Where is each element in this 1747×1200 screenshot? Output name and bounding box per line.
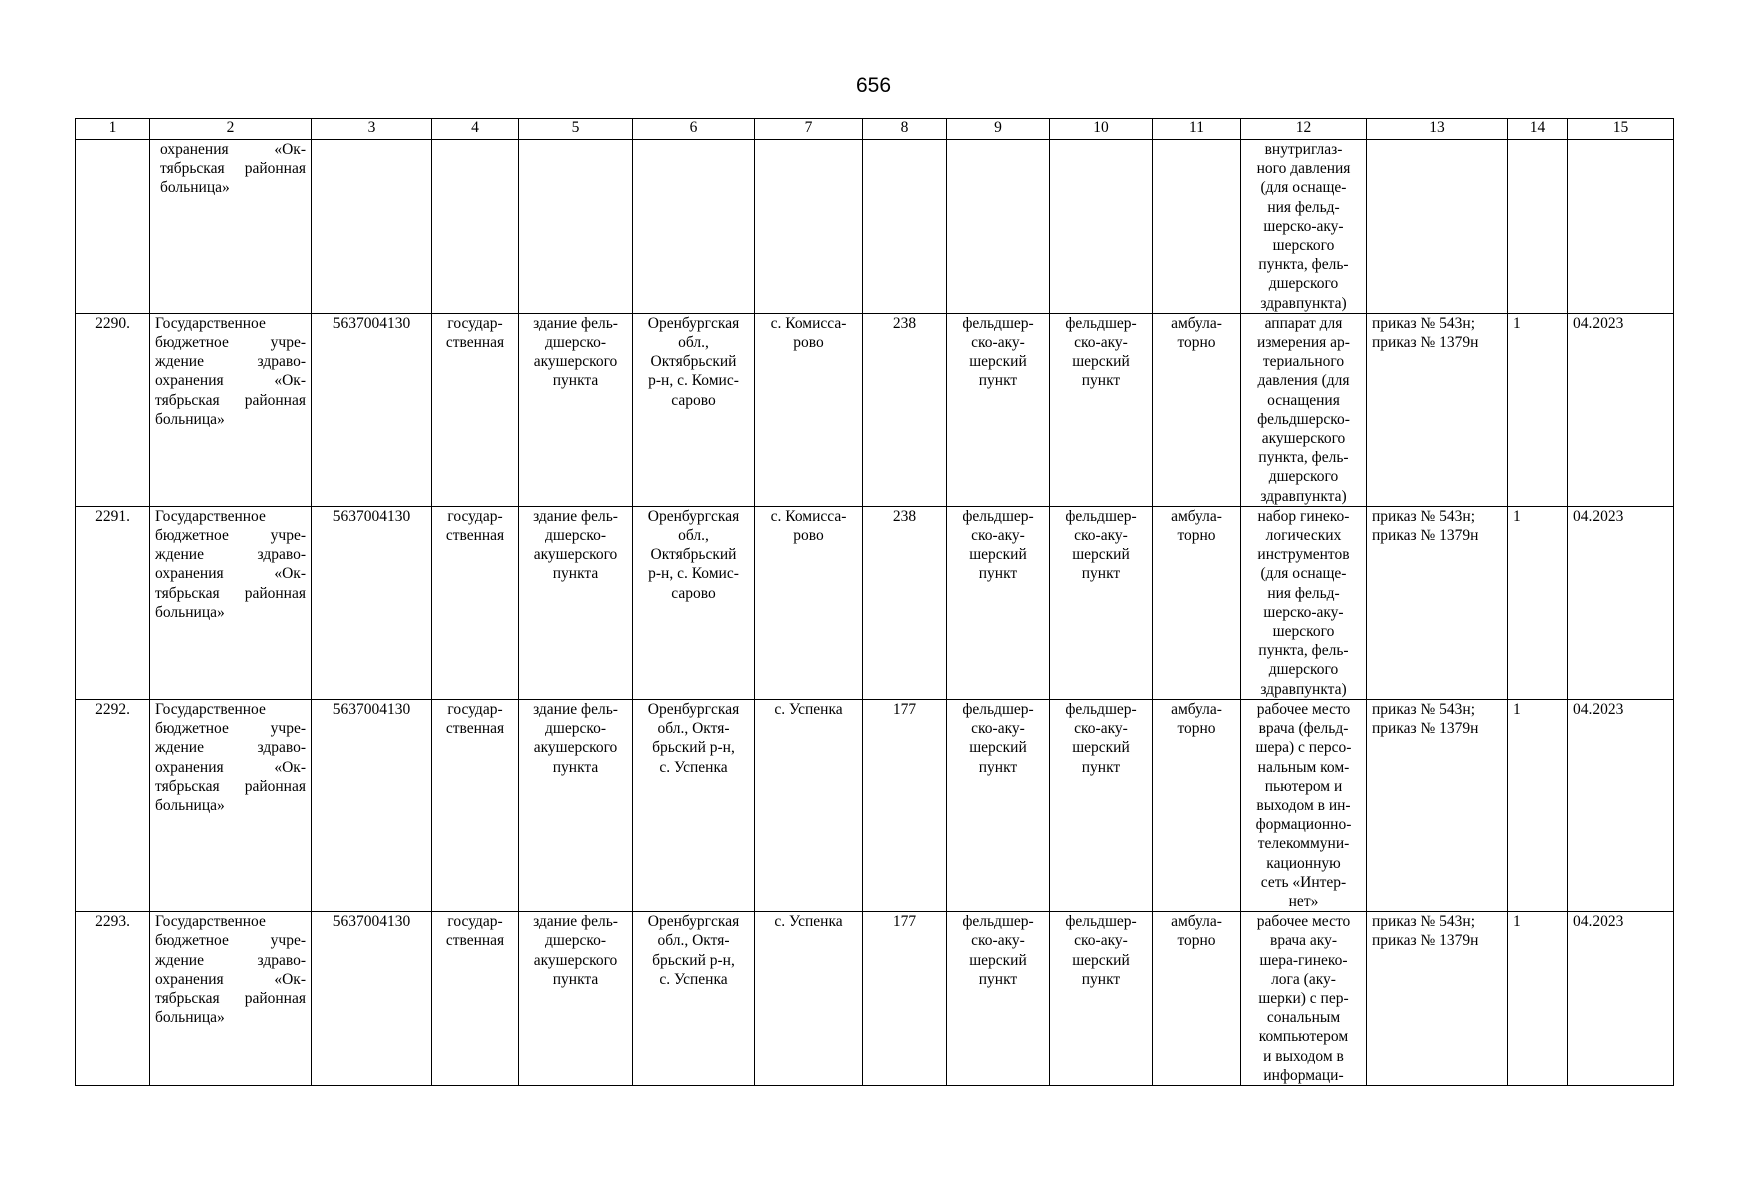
cell-line: акушерского [533,951,618,969]
cell-facility-type-alt [1050,506,1153,699]
cell-line: логических [1265,527,1342,545]
cell-line: тябрьская районная [155,989,306,1007]
cell-line: ско-аку- [971,720,1025,738]
column-header: 14 [1508,119,1568,140]
cell-line: и выходом в [1263,1047,1344,1065]
cell-line: с. Успенка [774,913,843,931]
cell-address [633,912,755,1086]
table-body [76,140,1674,1086]
cell-facility-type-alt [1050,699,1153,911]
cell-line: информаци- [1263,1066,1344,1084]
cell-building [519,699,633,911]
cell-line: Оренбургская [647,507,740,525]
cell-line: дшерского [1268,468,1339,486]
column-header: 9 [947,119,1050,140]
cell-line: ждение здраво- [155,546,306,564]
cell-number: 2291. [76,506,150,699]
column-header: 6 [633,119,755,140]
cell-line: ско-аку- [1074,720,1128,738]
header-row [76,119,1674,140]
cell-line: охранения «Ок- [155,372,306,390]
cell-settlement [755,506,863,699]
cell-line: шерско-аку- [1263,603,1344,621]
cell-line: амбула- [1171,507,1222,525]
cell-line: шерский [1072,951,1130,969]
cell-address [633,313,755,506]
cell-date: 04.2023 [1568,506,1674,699]
cell-line: шерского [1272,237,1335,255]
cell-line: дшерско- [545,527,606,545]
cell-building [519,506,633,699]
cell-line: торно [1177,932,1216,950]
cell-line: торно [1177,527,1216,545]
cell-equipment [1241,912,1367,1086]
cell-line: (для оснаще- [1260,565,1347,583]
cell-line: рово [793,334,824,352]
cell-date: 04.2023 [1568,699,1674,911]
cell-line: рабочее место [1256,913,1351,931]
cell-inn: 5637004130 [312,699,432,911]
cell-line: здание фель- [533,314,618,332]
cell-line: фельдшер- [1065,913,1137,931]
cell-line: обл., Октя- [657,720,730,738]
column-header: 15 [1568,119,1674,140]
cell-line: торно [1177,720,1216,738]
cell-line: р-н, с. Комис- [648,565,739,583]
cell-care-form [1153,313,1241,506]
cell-line: давления (для [1257,372,1350,390]
cell-care-form [1153,912,1241,1086]
cell-line: ственная [445,334,505,352]
cell-line: с. Успенка [659,970,728,988]
cell-line: шерки) с пер- [1258,989,1349,1007]
cell-facility-type-alt [1050,912,1153,1086]
cell-equipment [1241,140,1367,314]
cell-organization [150,506,312,699]
cell-line: приказ № 543н; [1372,700,1476,718]
cell-equipment [1241,313,1367,506]
cell-line: пункт [978,565,1018,583]
cell-inn: 5637004130 [312,313,432,506]
cell-line: шера-гинеко- [1259,951,1348,969]
cell-line: лога (аку- [1271,970,1336,988]
cell-line: фельдшер- [962,314,1034,332]
cell-line: врача (фельд- [1258,720,1349,738]
cell-line: врача аку- [1270,932,1337,950]
cell-population: 238 [863,313,947,506]
cell-inn: 5637004130 [312,912,432,1086]
cell-population: 177 [863,699,947,911]
cell-line: Государственное [155,507,266,525]
column-header: 11 [1153,119,1241,140]
cell-line: пункта, фель- [1258,256,1349,274]
cell-facility-type-alt [1050,313,1153,506]
cell-line: больница» [160,179,230,197]
cell-line: приказ № 1379н [1372,932,1479,950]
cell-inn [312,140,432,314]
cell-line: формационно- [1255,816,1352,834]
cell-line: приказ № 1379н [1372,720,1479,738]
cell-care-form [1153,506,1241,699]
cell-line: фельдшер- [1065,314,1137,332]
cell-inn: 5637004130 [312,506,432,699]
cell-line: р-н, с. Комис- [648,372,739,390]
cell-line: пункт [978,372,1018,390]
cell-line: пункт [1081,372,1121,390]
cell-line: фельдшер- [1065,700,1137,718]
cell-facility-type [947,313,1050,506]
cell-line: оснащения [1267,391,1340,409]
cell-settlement [755,140,863,314]
cell-quantity [1508,140,1568,314]
cell-quantity: 1 [1508,506,1568,699]
cell-building [519,912,633,1086]
cell-line: внутриглаз- [1264,141,1343,158]
cell-line: обл., Октя- [657,932,730,950]
cell-line: дшерско- [545,334,606,352]
cell-line: шерский [969,739,1027,757]
cell-line: пьютером и [1264,777,1343,795]
cell-line: с. Успенка [659,758,728,776]
table-row [76,506,1674,699]
cell-line: сарово [671,391,716,409]
cell-line: ско-аку- [971,334,1025,352]
cell-order [1367,313,1508,506]
cell-line: ния фельд- [1267,584,1340,602]
cell-line: инструментов [1257,546,1350,564]
cell-line: бюджетное учре- [155,334,306,352]
cell-facility-type [947,699,1050,911]
cell-line: акушерского [533,353,618,371]
column-header: 10 [1050,119,1153,140]
cell-line: фельдшер- [962,507,1034,525]
cell-line: фельдшерско- [1257,410,1350,428]
cell-line: выходом в ин- [1256,796,1351,814]
cell-line: ждение здраво- [155,353,306,371]
cell-line: приказ № 1379н [1372,527,1479,545]
cell-date [1568,140,1674,314]
cell-organization [150,912,312,1086]
cell-number: 2292. [76,699,150,911]
cell-line: государ- [447,314,503,332]
cell-line: ственная [445,527,505,545]
cell-line: пункта, фель- [1258,642,1349,660]
cell-line: государ- [447,507,503,525]
cell-line: Оренбургская [647,314,740,332]
cell-number: 2290. [76,313,150,506]
cell-line: дшерско- [545,720,606,738]
cell-date: 04.2023 [1568,313,1674,506]
cell-line: нет» [1288,892,1319,910]
cell-line: приказ № 543н; [1372,913,1476,931]
cell-address [633,140,755,314]
cell-line: шерский [1072,739,1130,757]
cell-line: амбула- [1171,314,1222,332]
cell-facility-type [947,140,1050,314]
cell-line: фельдшер- [962,700,1034,718]
cell-equipment [1241,699,1367,911]
cell-line: Государственное [155,700,266,718]
cell-line: пункта [552,758,599,776]
cell-order [1367,699,1508,911]
cell-ownership [432,506,519,699]
cell-line: рабочее место [1256,700,1351,718]
cell-line: пункт [978,758,1018,776]
cell-organization [150,699,312,911]
cell-line: пункта [552,565,599,583]
cell-line: Октябрьский [650,353,737,371]
cell-building [519,140,633,314]
table-row [76,313,1674,506]
cell-line: ско-аку- [971,932,1025,950]
cell-line: Октябрьский [650,546,737,564]
cell-line: измерения ар- [1257,334,1350,352]
cell-line: больница» [155,603,225,621]
cell-line: шерско-аку- [1263,217,1344,235]
cell-line: сеть «Интер- [1260,873,1347,891]
cell-line: охранения «Ок- [155,758,306,776]
cell-order [1367,140,1508,314]
cell-line: териального [1262,353,1345,371]
cell-order [1367,506,1508,699]
column-header: 2 [150,119,312,140]
cell-facility-type [947,912,1050,1086]
cell-line: больница» [155,1009,225,1027]
cell-line: охранения «Ок- [155,970,306,988]
cell-line: приказ № 543н; [1372,314,1476,332]
cell-line: пункт [1081,970,1121,988]
cell-population: 177 [863,912,947,1086]
cell-line: больница» [155,410,225,428]
cell-line: дшерского [1268,275,1339,293]
cell-population: 238 [863,506,947,699]
cell-quantity: 1 [1508,313,1568,506]
cell-quantity: 1 [1508,912,1568,1086]
column-header: 8 [863,119,947,140]
cell-organization [150,313,312,506]
cell-order [1367,912,1508,1086]
column-header: 7 [755,119,863,140]
cell-line: здание фель- [533,507,618,525]
cell-line: охранения «Ок- [160,141,306,158]
column-header: 1 [76,119,150,140]
cell-line: пункт [978,970,1018,988]
cell-facility-type-alt [1050,140,1153,314]
registry-table [75,118,1674,1086]
cell-line: ско-аку- [1074,527,1128,545]
cell-line: шерского [1272,623,1335,641]
table-row [76,699,1674,911]
cell-ownership [432,313,519,506]
cell-line: шера) с персо- [1255,739,1352,757]
cell-settlement [755,313,863,506]
cell-line: дшерского [1268,661,1339,679]
cell-quantity: 1 [1508,699,1568,911]
cell-line: пункта, фель- [1258,449,1349,467]
cell-line: ного давления [1256,160,1351,178]
cell-line: здравпункта) [1260,680,1347,698]
cell-line: больница» [155,796,225,814]
cell-line: компьютером [1258,1028,1349,1046]
cell-line: Государственное [155,314,266,332]
cell-line: нальным ком- [1257,758,1350,776]
column-header: 12 [1241,119,1367,140]
cell-care-form [1153,140,1241,314]
cell-line: телекоммуни- [1257,835,1350,853]
cell-line: ния фельд- [1267,198,1340,216]
cell-building [519,313,633,506]
cell-line: акушерского [533,546,618,564]
cell-line: фельдшер- [962,913,1034,931]
cell-line: ждение здраво- [155,951,306,969]
cell-line: ждение здраво- [155,739,306,757]
table-row [76,140,1674,314]
page-number: 656 [855,74,892,97]
cell-line: бюджетное учре- [155,527,306,545]
cell-line: брьский р-н, [652,951,735,969]
cell-line: шерский [969,951,1027,969]
cell-ownership [432,912,519,1086]
cell-number: 2293. [76,912,150,1086]
cell-line: тябрьская районная [160,160,306,178]
cell-line: пункта [552,970,599,988]
cell-line: фельдшер- [1065,507,1137,525]
cell-line: здание фель- [533,913,618,931]
cell-line: рово [793,527,824,545]
cell-line: государ- [447,913,503,931]
cell-line: пункт [1081,758,1121,776]
cell-line: обл., [678,527,709,545]
cell-line: приказ № 543н; [1372,507,1476,525]
cell-line: бюджетное учре- [155,720,306,738]
cell-population [863,140,947,314]
cell-line: государ- [447,700,503,718]
cell-organization [150,140,312,314]
cell-line: ственная [445,932,505,950]
cell-line: ственная [445,720,505,738]
cell-line: акушерского [533,739,618,757]
cell-line: шерский [1072,546,1130,564]
cell-line: Оренбургская [647,700,740,718]
cell-line: шерский [1072,353,1130,371]
cell-line: тябрьская районная [155,777,306,795]
cell-line: сарово [671,584,716,602]
cell-line: ско-аку- [1074,932,1128,950]
cell-line: пункт [1081,565,1121,583]
cell-line: охранения «Ок- [155,565,306,583]
cell-line: с. Комисса- [770,314,847,332]
cell-line: амбула- [1171,700,1222,718]
cell-care-form [1153,699,1241,911]
cell-line: дшерско- [545,932,606,950]
column-header: 5 [519,119,633,140]
cell-line: с. Комисса- [770,507,847,525]
cell-line: тябрьская районная [155,584,306,602]
cell-line: здравпункта) [1260,487,1347,505]
cell-equipment [1241,506,1367,699]
table-row [76,912,1674,1086]
column-header: 4 [432,119,519,140]
cell-line: Государственное [155,913,266,931]
cell-line: Оренбургская [647,913,740,931]
cell-facility-type [947,506,1050,699]
cell-line: (для оснаще- [1260,179,1347,197]
cell-line: пункта [552,372,599,390]
cell-address [633,506,755,699]
cell-line: амбула- [1171,913,1222,931]
cell-settlement [755,912,863,1086]
cell-settlement [755,699,863,911]
cell-line: с. Успенка [774,700,843,718]
cell-address [633,699,755,911]
cell-line: торно [1177,334,1216,352]
cell-line: бюджетное учре- [155,932,306,950]
cell-ownership [432,140,519,314]
cell-line: тябрьская районная [155,391,306,409]
cell-line: приказ № 1379н [1372,334,1479,352]
cell-line: здание фель- [533,700,618,718]
cell-line: обл., [678,334,709,352]
cell-line: кационную [1266,854,1341,872]
cell-line: шерский [969,546,1027,564]
cell-line: сональным [1266,1009,1341,1027]
cell-line: ско-аку- [1074,334,1128,352]
cell-line: ско-аку- [971,527,1025,545]
cell-date: 04.2023 [1568,912,1674,1086]
cell-line: здравпункта) [1260,294,1347,312]
cell-line: набор гинеко- [1257,507,1350,525]
cell-line: брьский р-н, [652,739,735,757]
column-header: 13 [1367,119,1508,140]
cell-line: аппарат для [1264,314,1343,332]
cell-ownership [432,699,519,911]
cell-line: шерский [969,353,1027,371]
column-header: 3 [312,119,432,140]
cell-number [76,140,150,314]
cell-line: акушерского [1261,430,1346,448]
